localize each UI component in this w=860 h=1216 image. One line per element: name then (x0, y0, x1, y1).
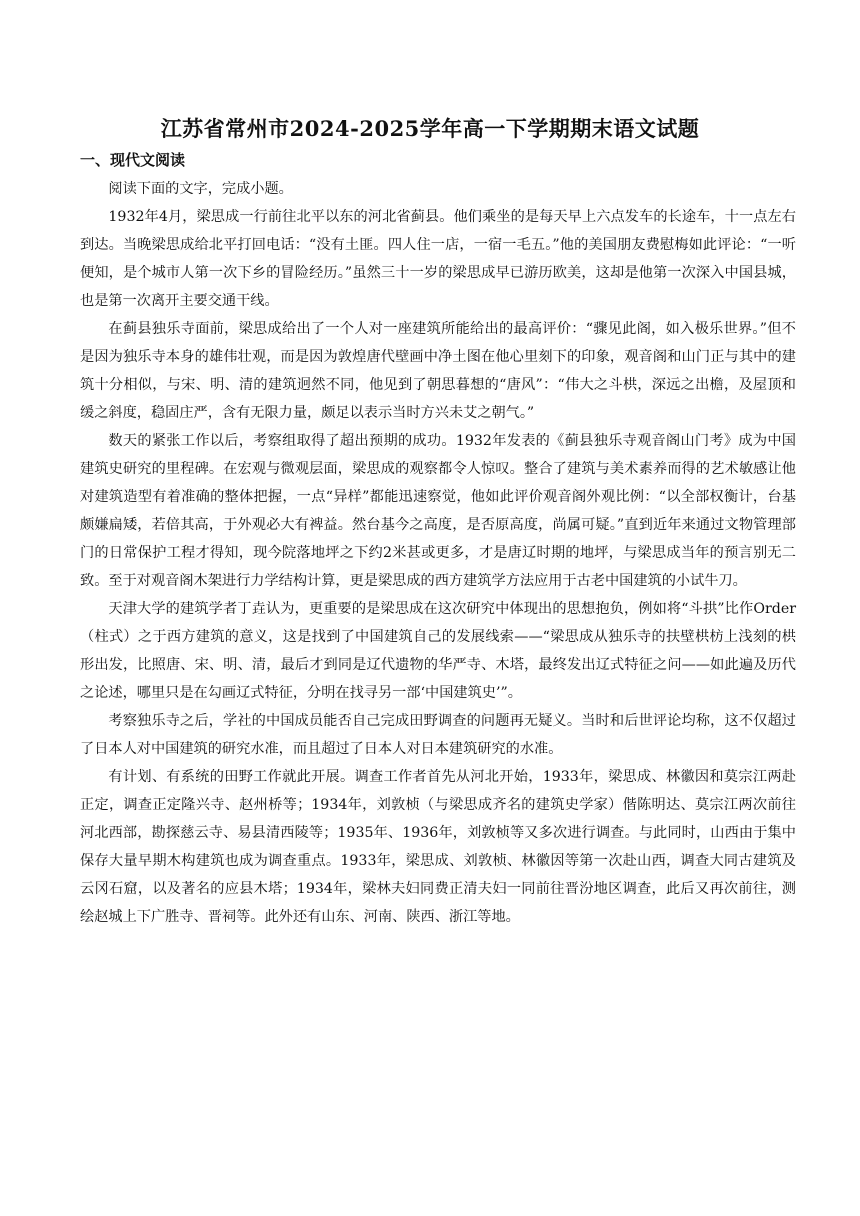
paragraph: 天津大学的建筑学者丁垚认为，更重要的是梁思成在这次研究中体现出的思想抱负，例如将“斗拱”比作Order（柱式）之于西方建筑的意义，这是找到了中国建筑自己的发展线索——“梁思成从独乐寺的扶壁栱枋上浅刻的栱形出发，比照唐、宋、明、清，最后才到同是辽代遗物的华严寺、木塔，最终发出辽式特征之问——如此遍及历代之论述，哪里只是在勾画辽式特征，分明在找寻另一部‘中国建筑史’”。 (80, 601, 796, 701)
body-text (80, 175, 796, 931)
paragraph: 数天的紧张工作以后，考察组取得了超出预期的成功。1932年发表的《蓟县独乐寺观音阁山门考》成为中国建筑史研究的里程碑。在宏观与微观层面，梁思成的观察都令人惊叹。整合了建筑与美术素养而得的艺术敏感让他对建筑造型有着准确的整体把握，一点“异样”都能迅速察觉，他如此评价观音阁外观比例：“以全部权衡计，台基颇嫌扁矮，若倍其高，于外观必大有裨益。然台基今之高度，是否原高度，尚属可疑。”直到近年来通过文物管理部门的日常保护工程才得知，现今院落地坪之下约2米甚或更多，才是唐辽时期的地坪，与梁思成当年的预言别无二致。至于对观音阁木架进行力学结构计算，更是梁思成的西方建筑学方法应用于古老中国建筑的小试牛刀。 (80, 433, 796, 589)
paragraph: 1932年4月，梁思成一行前往北平以东的河北省蓟县。他们乘坐的是每天早上六点发车的长途车，十一点左右到达。当晚梁思成给北平打回电话：“没有土匪。四人住一店，一宿一毛五。”他的美国朋友费慰梅如此评论：“一听便知，是个城市人第一次下乡的冒险经历。”虽然三十一岁的梁思成早已游历欧美，这却是他第一次深入中国县城，也是第一次离开主要交通干线。 (80, 209, 796, 309)
paragraph: 考察独乐寺之后，学社的中国成员能否自己完成田野调查的问题再无疑义。当时和后世评论均称，这不仅超过了日本人对中国建筑的研究水准，而且超过了日本人对日本建筑研究的水准。 (80, 713, 796, 757)
section-heading: 一、现代文阅读 (80, 151, 186, 169)
paragraph: 在蓟县独乐寺面前，梁思成给出了一个人对一座建筑所能给出的最高评价：“骤见此阁，如入极乐世界。”但不是因为独乐寺本身的雄伟壮观，而是因为敦煌唐代壁画中净土图在他心里刻下的印象，观音阁和山门正与其中的建筑十分相似，与宋、明、清的建筑迥然不同，他见到了朝思暮想的“唐风”：“伟大之斗栱，深远之出檐，及屋顶和缓之斜度，稳固庄严，含有无限力量，颇足以表示当时方兴未艾之朝气。” (80, 321, 796, 421)
instruction-paragraph: 阅读下面的文字，完成小题。 (108, 181, 293, 197)
document-title: 江苏省常州市2024-2025学年高一下学期期末语文试题 (160, 116, 700, 141)
paragraph: 有计划、有系统的田野工作就此开展。调查工作者首先从河北开始，1933年，梁思成、林徽因和莫宗江两赴正定，调查正定隆兴寺、赵州桥等；1934年，刘敦桢（与梁思成齐名的建筑史学家）偕陈明达、莫宗江两次前往河北西部，勘探慈云寺、易县清西陵等；1935年、1936年，刘敦桢等又多次进行调查。与此同时，山西由于集中保存大量早期木构建筑也成为调查重点。1933年，梁思成、刘敦桢、林徽因等第一次赴山西，调查大同古建筑及云冈石窟，以及著名的应县木塔；1934年，梁林夫妇同费正清夫妇一同前往晋汾地区调查，此后又再次前往，测绘赵城上下广胜寺、晋祠等。此外还有山东、河南、陕西、浙江等地。 (80, 769, 796, 925)
